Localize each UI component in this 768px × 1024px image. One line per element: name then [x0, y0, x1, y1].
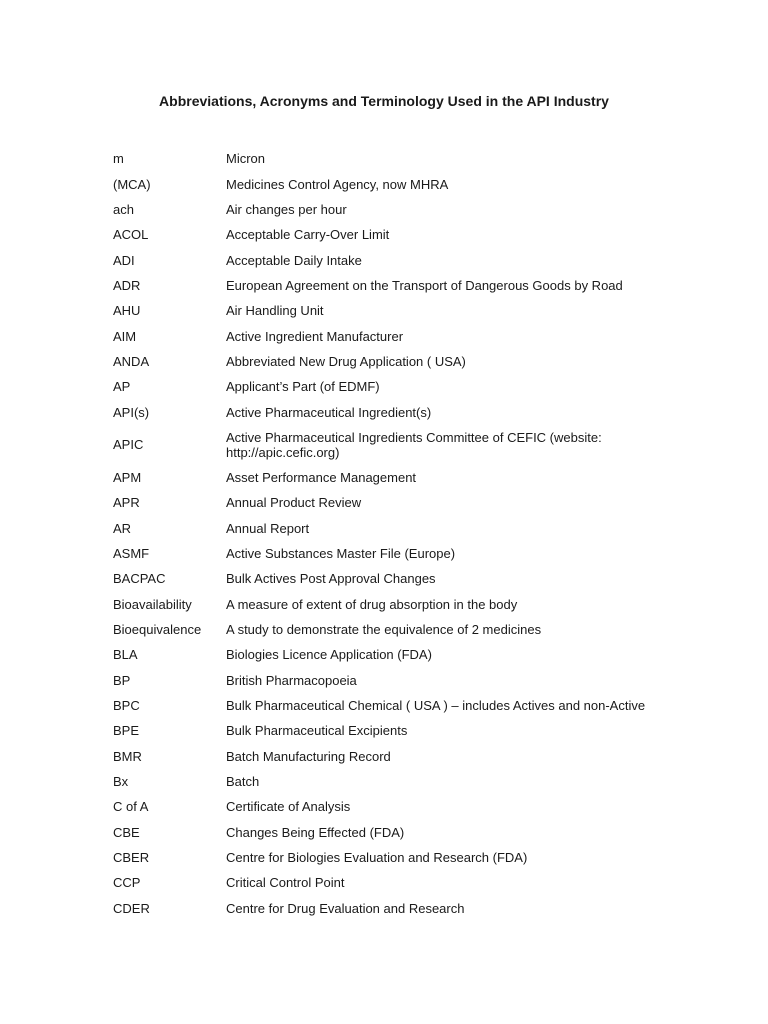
glossary-term: CBE [113, 824, 140, 840]
glossary-definition: European Agreement on the Transport of Dangerous Goods by Road [226, 277, 623, 293]
glossary-definition: Acceptable Daily Intake [226, 252, 362, 268]
glossary-term: ANDA [113, 353, 150, 369]
glossary-term: BMR [113, 748, 142, 764]
glossary-row [113, 515, 673, 540]
glossary-row [113, 197, 673, 222]
glossary-definition: Active Substances Master File (Europe) [226, 545, 456, 561]
glossary-term: CDER [113, 900, 150, 916]
glossary-term: API(s) [113, 404, 150, 420]
glossary-row [113, 247, 673, 272]
page-title: Abbreviations, Acronyms and Terminology Used in the API Industry [159, 93, 609, 109]
glossary-definition: British Pharmacopoeia [226, 672, 357, 688]
glossary-term: Bx [113, 774, 129, 790]
glossary-definition: Abbreviated New Drug Application ( USA) [226, 353, 466, 369]
glossary-definition: Batch Manufacturing Record [226, 748, 391, 764]
glossary-definition: Critical Control Point [226, 875, 345, 891]
glossary-term: AP [113, 379, 131, 395]
glossary-term: Bioequivalence [113, 622, 202, 638]
glossary-row [113, 744, 673, 769]
glossary-term: APR [113, 495, 140, 511]
glossary-row [113, 490, 673, 515]
glossary-definition: Annual Product Review [226, 495, 362, 511]
glossary-term: BPC [113, 698, 140, 714]
glossary-term: APIC [113, 437, 144, 453]
glossary-definition: Batch [226, 774, 260, 790]
glossary-row [113, 171, 673, 196]
glossary-definition: A measure of extent of drug absorption in the body [226, 596, 518, 612]
glossary-term: AIM [113, 328, 137, 344]
glossary-row [113, 566, 673, 591]
glossary-row [113, 323, 673, 348]
glossary-term: m [113, 151, 124, 167]
glossary-definition: Medicines Control Agency, now MHRA [226, 176, 449, 192]
glossary-definition: Changes Being Effected (FDA) [226, 824, 405, 840]
glossary-row [113, 668, 673, 693]
glossary-definition: Bulk Actives Post Approval Changes [226, 571, 436, 587]
glossary-definition: Bulk Pharmaceutical Chemical ( USA ) – includes Actives and non-Active [226, 698, 646, 714]
glossary-term: C of A [113, 799, 149, 815]
glossary-row [113, 298, 673, 323]
glossary-definition: Asset Performance Management [226, 469, 417, 485]
glossary-term: ADR [113, 277, 141, 293]
glossary-row [113, 222, 673, 247]
glossary-term: (MCA) [113, 176, 151, 192]
glossary-row [113, 349, 673, 374]
glossary-row [113, 693, 673, 718]
glossary-definition: Centre for Biologies Evaluation and Research (FDA) [226, 850, 528, 866]
glossary-definition: Active Pharmaceutical Ingredient(s) [226, 404, 432, 420]
glossary-row [113, 592, 673, 617]
glossary-definition: Active Pharmaceutical Ingredients Committee of CEFIC (website: http://apic.cefic.org) [226, 429, 602, 460]
glossary-definition: Active Ingredient Manufacturer [226, 328, 404, 344]
glossary-term: ACOL [113, 227, 149, 243]
glossary-row [113, 374, 673, 399]
glossary-term: BP [113, 672, 131, 688]
glossary-definition: Air changes per hour [226, 201, 347, 217]
glossary-definition: Annual Report [226, 520, 310, 536]
glossary-row [113, 642, 673, 667]
glossary-definition: Biologies Licence Application (FDA) [226, 647, 432, 663]
glossary-term: APM [113, 469, 142, 485]
glossary-row [113, 769, 673, 794]
glossary-definition: Bulk Pharmaceutical Excipients [226, 723, 408, 739]
glossary-list [113, 146, 673, 921]
glossary-definition: Acceptable Carry-Over Limit [226, 227, 390, 243]
glossary-row [113, 870, 673, 895]
glossary-row [113, 541, 673, 566]
glossary-term: BLA [113, 647, 138, 663]
glossary-definition: Centre for Drug Evaluation and Research [226, 900, 465, 916]
glossary-row [113, 425, 673, 465]
glossary-row [113, 718, 673, 743]
glossary-row [113, 399, 673, 424]
glossary-term: BACPAC [113, 571, 166, 587]
glossary-definition: Certificate of Analysis [226, 799, 351, 815]
glossary-row [113, 845, 673, 870]
glossary-row [113, 146, 673, 171]
glossary-term: CBER [113, 850, 150, 866]
glossary-row [113, 820, 673, 845]
glossary-row [113, 465, 673, 490]
glossary-definition: A study to demonstrate the equivalence of 2 medicines [226, 622, 542, 638]
glossary-term: AHU [113, 303, 141, 319]
glossary-term: CCP [113, 875, 141, 891]
glossary-row [113, 617, 673, 642]
glossary-term: BPE [113, 723, 140, 739]
glossary-row [113, 273, 673, 298]
glossary-row [113, 896, 673, 921]
glossary-term: ach [113, 201, 134, 217]
glossary-definition: Air Handling Unit [226, 303, 324, 319]
glossary-definition: Applicant’s Part (of EDMF) [226, 379, 380, 395]
glossary-term: ASMF [113, 545, 150, 561]
glossary-definition: Micron [226, 151, 266, 167]
glossary-term: Bioavailability [113, 596, 192, 612]
glossary-term: AR [113, 520, 132, 536]
glossary-row [113, 794, 673, 819]
glossary-term: ADI [113, 252, 135, 268]
